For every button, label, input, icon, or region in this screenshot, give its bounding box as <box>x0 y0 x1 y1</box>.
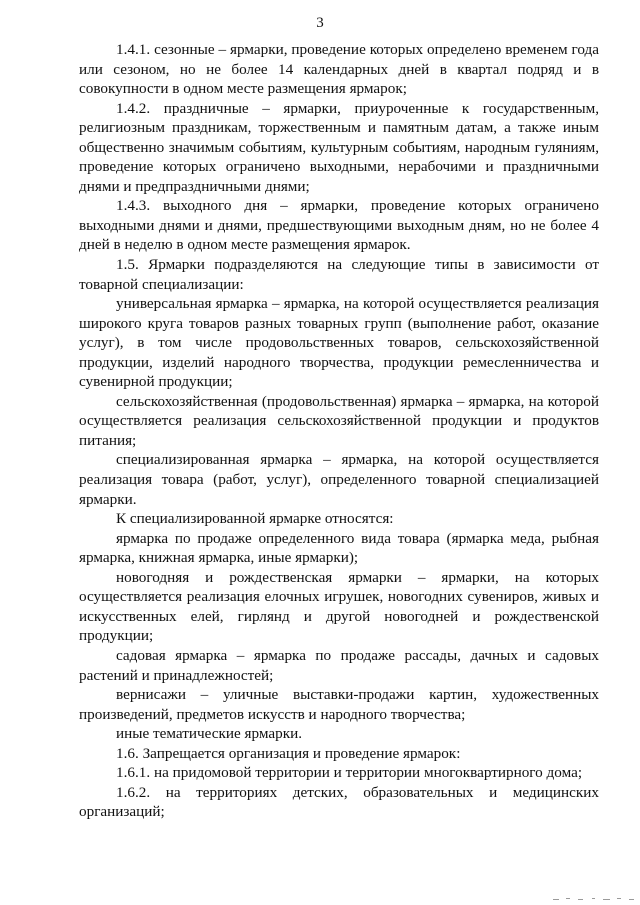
paragraph-vernissage: вернисажи – уличные выставки-продажи картин, художественных произведений, предметов искусств и народного творчества; <box>79 686 599 723</box>
scan-speck <box>617 898 621 899</box>
scan-speck <box>629 899 634 900</box>
scan-speck <box>578 899 583 900</box>
paragraph-agricultural-fair: сельскохозяйственная (продовольственная) ярмарка – ярмарка, на которой осуществляется реализация сельскохозяйственной продукции и продуктов питания; <box>79 392 599 449</box>
paragraph-specialized-includes: К специализированной ярмарке относятся: <box>116 510 394 528</box>
paragraph-1-4-3: 1.4.3. выходного дня – ярмарки, проведение которых ограничено выходными днями и днями, предшествующими выходным дням, но не более 4 дней в неделю в одном месте размещения ярмарок. <box>79 197 599 254</box>
scan-speck <box>592 898 595 899</box>
paragraph-other-thematic: иные тематические ярмарки. <box>116 725 303 743</box>
paragraph-1-6: 1.6. Запрещается организация и проведение ярмарок: <box>116 744 461 762</box>
paragraph-1-5: 1.5. Ярмарки подразделяются на следующие типы в зависимости от товарной специализации: <box>79 256 599 293</box>
paragraph-1-4-2: 1.4.2. праздничные – ярмарки, приуроченные к государственным, религиозным праздникам, торжественным и памятным датам, а также иным общественно значимым событиям, культурным событиям, народным гуляниям, проведение которых ограничено выходными, нерабочими и праздничными днями и предпраздничными днями; <box>79 99 599 195</box>
paragraph-universal-fair: универсальная ярмарка – ярмарка, на которой осуществляется реализация широкого круга товаров разных товарных групп (выполнение работ, оказание услуг), в том числе продовольственных товаров, сельскохозяйственной продукции, изделий народного творчества, продукции ремесленничества и сувенирной продукции; <box>79 295 599 391</box>
paragraph-1-6-2: 1.6.2. на территориях детских, образовательных и медицинских организаций; <box>79 783 599 821</box>
paragraph-1-4-1: 1.4.1. сезонные – ярмарки, проведение которых определено временем года или сезоном, но не более 14 календарных дней в квартал подряд и в совокупности в одном месте размещения ярмарок; <box>79 41 599 98</box>
paragraph-new-year-fair: новогодняя и рождественская ярмарки – ярмарки, на которых осуществляется реализация елочных игрушек, новогодних сувениров, живых и искусственных елей, гирлянд и другой новогодней и рождественской продукции; <box>79 568 599 645</box>
paragraph-product-fair: ярмарка по продаже определенного вида товара (ярмарка меда, рыбная ярмарка, книжная ярмарка, иные ярмарки); <box>79 529 599 567</box>
paragraph-garden-fair: садовая ярмарка – ярмарка по продаже рассады, дачных и садовых растений и принадлежностей; <box>79 646 599 684</box>
page-number: 3 <box>316 15 324 31</box>
scan-speck <box>566 898 570 899</box>
paragraph-specialized-fair: специализированная ярмарка – ярмарка, на которой осуществляется реализация товара (работ, услуг), определенного товарной специализацией ярмарки. <box>79 451 599 508</box>
paragraph-1-6-1: 1.6.1. на придомовой территории и территории многоквартирного дома; <box>116 764 583 782</box>
scan-speck <box>553 899 559 900</box>
scan-speck <box>603 899 610 900</box>
